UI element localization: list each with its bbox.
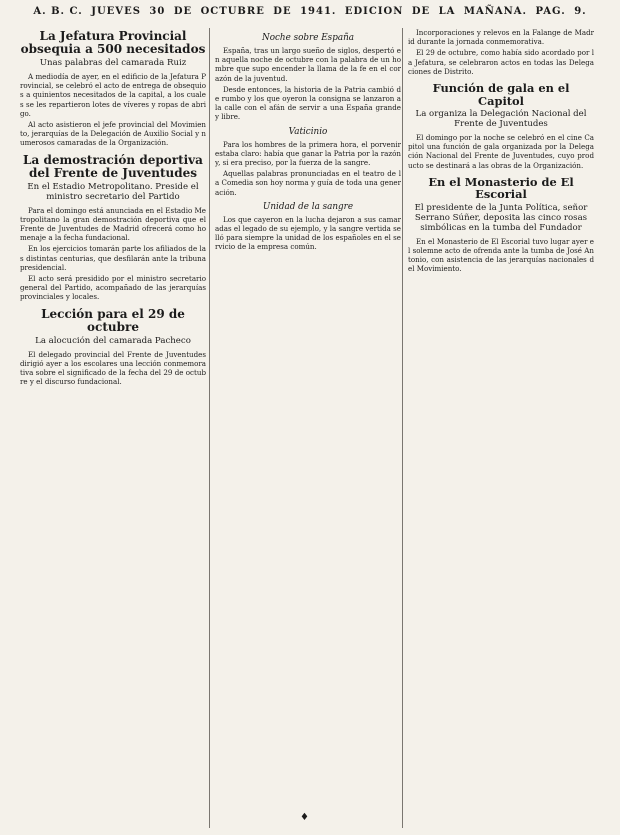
column-rule [209,28,210,828]
header-part: A. B. C. [33,6,83,17]
article-subhead: El presidente de la Junta Política, señor Serrano Súñer, deposita las cinco rosas simbólicas en la tumba del Fundador [414,202,588,233]
article-paragraph: El delegado provincial del Frente de Juventudes dirigió ayer a los escolares una lección conmemorativa sobre el significado de la fecha del 29 de octubre y el discurso fundacional. [20,349,206,387]
article-subhead: En el Estadio Metropolitano. Preside el ministro secretario del Partido [27,181,199,202]
ornament-icon: ♦ [300,812,309,823]
article-subhead: Unas palabras del camarada Ruiz [39,58,187,68]
header-part: 9. [574,6,587,17]
header-part: DE [273,6,292,17]
article-paragraph: En los ejercicios tomarán parte los afiliados de las distintas centurias, que desfilarán ante la tribuna presidencial. [20,244,206,272]
article-paragraph: Aquellas palabras pronunciadas en el teatro de la Comedia son hoy norma y guía de toda una generación. [215,169,401,197]
article-paragraph: Incorporaciones y relevos en la Falange de Madrid durante la jornada conmemorativa. [408,28,594,47]
article-paragraph: Los que cayeron en la lucha dejaron a sus camaradas el legado de su ejemplo, y la sangre vertida selló para siempre la unidad de los españoles en el servicio de la empresa común. [215,214,401,252]
header-part: 1941. [300,6,337,17]
header-part: PAG. [535,6,566,17]
article-paragraph: El acto será presidido por el ministro secretario general del Partido, acompañado de las jerarquías provinciales y locales. [20,274,206,302]
column-3 [408,28,594,828]
article-subhead: La organiza la Delegación Nacional del Frente de Juventudes [415,109,587,130]
header-part: JUEVES [91,6,141,17]
header-part: EDICION [344,6,404,17]
article-paragraph: Desde entonces, la historia de la Patria cambió de rumbo y los que oyeron la consigna se lanzaron a la calle con el afán de servir a una España grande y libre. [215,84,401,122]
article-paragraph: El domingo por la noche se celebró en el cine Capitol una función de gala organizada por la Delegación Nacional del Frente de Juventudes, cuyo producto se destinará a las obras de la Organización. [408,133,594,170]
article-paragraph: España, tras un largo sueño de siglos, despertó en aquella noche de octubre con la palabra de un hombre que supo encender la llama de la fe en el corazón de la juventud. [215,46,401,83]
article-paragraph: El 29 de octubre, como había sido acordado por la Jefatura, se celebraron actos en todas las Delegaciones de Distrito. [408,48,594,76]
article-headline: Lección para el 29 de octubre [41,306,185,334]
page-header [20,6,600,17]
column-rule [402,28,403,828]
header-part: LA [438,6,456,17]
column-1 [20,28,206,828]
section-title: Noche sobre España [262,33,354,43]
article-headline: La Jefatura Provincial obsequia a 500 necesitados [20,29,206,56]
header-part: OCTUBRE [200,6,265,17]
column-2 [215,28,401,828]
header-part: DE [173,6,193,17]
section-title: Unidad de la sangre [262,201,354,212]
header-part: MAÑANA. [463,6,528,17]
article-headline: En el Monasterio de El Escorial [428,174,574,202]
header-part: DE [411,6,431,17]
article-headline: La demostración deportiva del Frente de Juventudes [23,152,203,180]
section-title: Vaticinio [288,126,328,137]
article-headline: Función de gala en el Capitol [432,81,570,108]
article-paragraph: A mediodía de ayer, en el edificio de la Jefatura Provincial, se celebró el acto de entrega de obsequios a quinientos necesitados de la capital, a los cuales se les repartieron lotes de víveres y ropas de abrigo. [20,72,206,118]
article-paragraph: En el Monasterio de El Escorial tuvo lugar ayer el solemne acto de ofrenda ante la tumba de José Antonio, con asistencia de las jerarquías nacionales del Movimiento. [408,236,594,274]
header-part: 30 [149,6,166,17]
article-paragraph: Al acto asistieron el jefe provincial del Movimiento, jerarquías de la Delegación de Auxilio Social y numerosos camaradas de la Organización. [20,120,206,148]
article-paragraph: Para el domingo está anunciada en el Estadio Metropolitano la gran demostración deportiva que el Frente de Juventudes de Madrid ofrecerá como homenaje a la fecha fundacional. [20,205,206,243]
article-subhead: La alocución del camarada Pacheco [35,335,191,346]
article-paragraph: Para los hombres de la primera hora, el porvenir estaba claro: había que ganar la Patria por la razón y, si era preciso, por la fuerza de la sangre. [215,139,401,168]
